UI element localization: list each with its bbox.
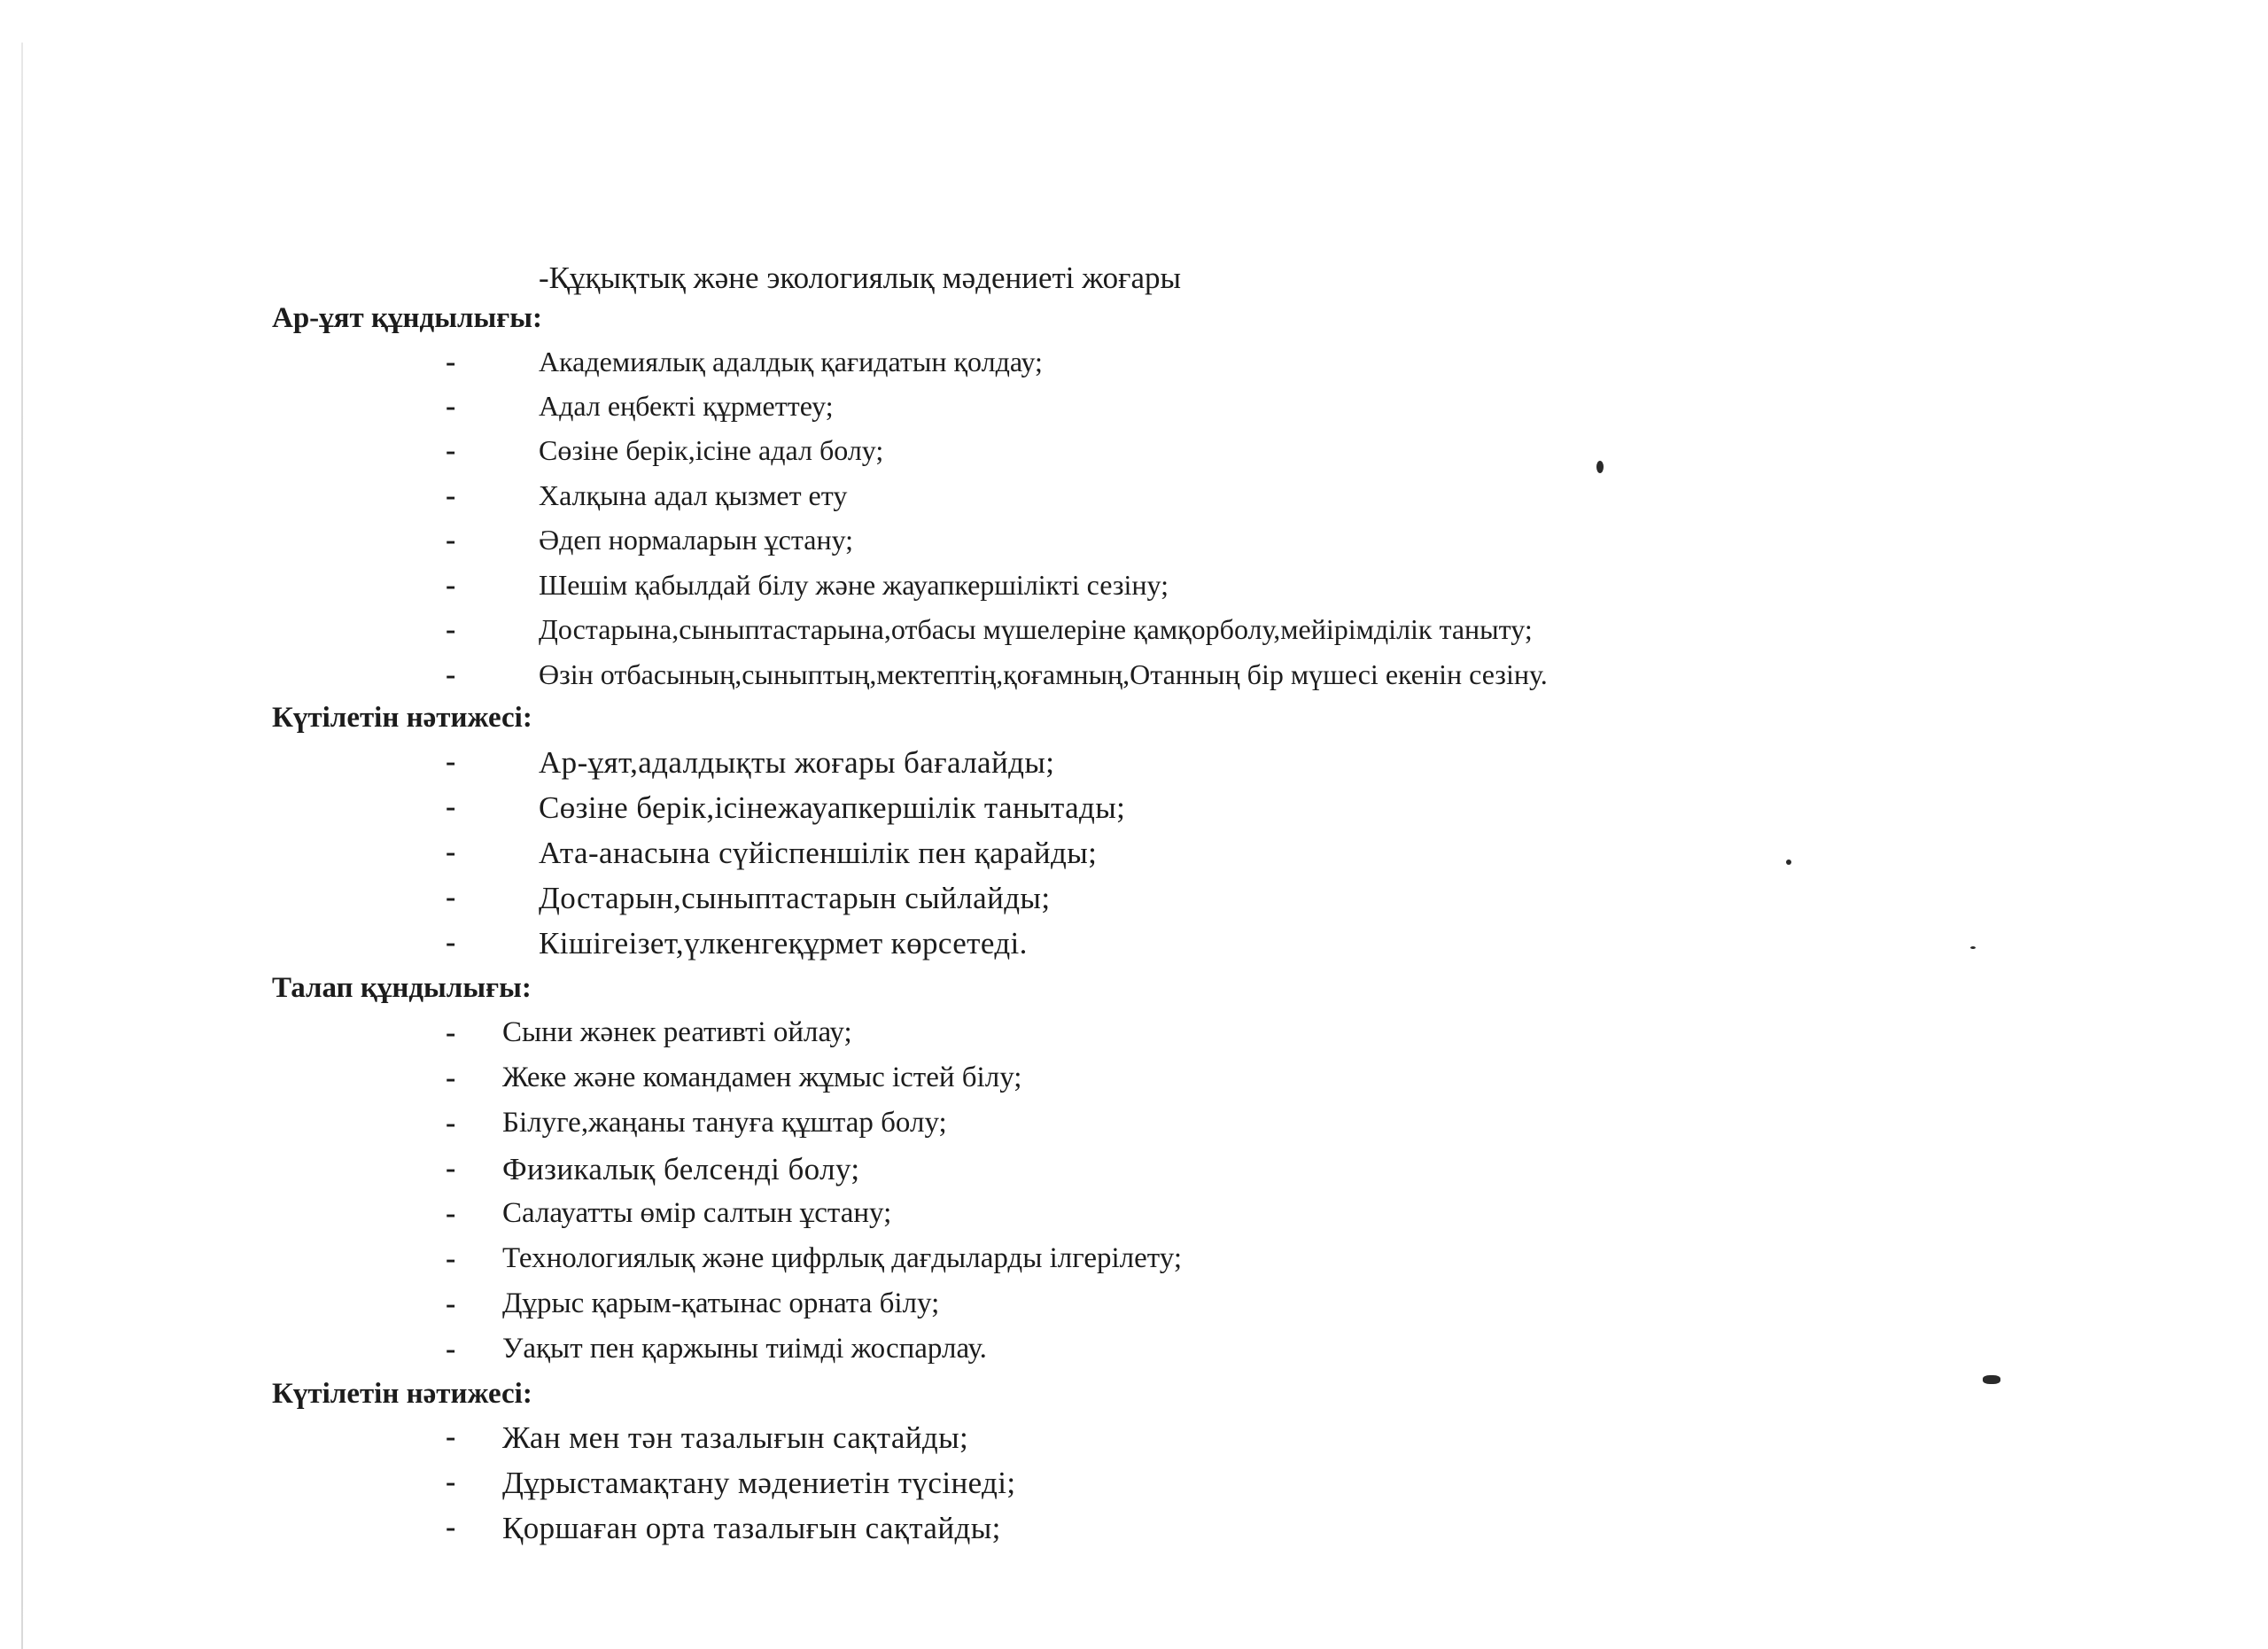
list-item-text: Әдеп нормаларын ұстану; [539, 524, 854, 556]
list-item-text: Кішігеізет,үлкенгеқұрмет көрсетеді. [539, 926, 1028, 961]
list-item-text: Сөзіне берік,ісінежауапкершілік танытады; [539, 790, 1126, 825]
list-item-text: Дұрыстамақтану мәдениетін түсінеді; [502, 1466, 1016, 1500]
bullet-dash: - [446, 1152, 456, 1185]
bullet-dash: - [446, 479, 456, 512]
bullet-dash: - [446, 1511, 456, 1544]
bullet-dash: - [446, 390, 456, 423]
bullet-dash: - [446, 881, 456, 914]
bullet-dash: - [446, 1287, 456, 1320]
list-item-text: Жан мен тән тазалығын сақтайды; [502, 1420, 969, 1455]
bullet-dash: - [446, 1107, 456, 1140]
list-item-text: Өзін отбасының,сыныптың,мектептің,қоғамның,Отанның бір мүшесі екенін сезіну. [539, 658, 1548, 690]
list-item-text: Достарына,сыныптастарына,отбасы мүшелеріне қамқорболу,мейірімділік таныту; [539, 613, 1533, 645]
bullet-dash: - [446, 1197, 456, 1230]
bullet-dash: - [446, 1466, 456, 1498]
section-heading-talap: Талап құндылығы: [272, 972, 532, 1004]
list-item-text: Сөзіне берік,ісіне адал болу; [539, 434, 884, 466]
list-item-text: Қоршаған орта тазалығын сақтайды; [502, 1511, 1001, 1545]
bullet-dash: - [446, 745, 456, 778]
list-item-text: Сыни жәнек реативті ойлау; [502, 1016, 852, 1048]
section-heading-ar-uyat: Ар-ұят құндылығы: [272, 302, 542, 334]
bullet-dash: - [446, 1242, 456, 1275]
bullet-dash: - [446, 346, 456, 378]
intro-line: -Құқықтық және экологиялық мәдениеті жоғары [539, 261, 1182, 295]
bullet-dash: - [446, 1062, 456, 1094]
list-item-text: Халқына адал қызмет ету [539, 479, 848, 511]
bullet-dash: - [446, 524, 456, 556]
bullet-dash: - [446, 926, 456, 959]
list-item-text: Достарын,сыныптастарын сыйлайды; [539, 881, 1051, 915]
list-item-text: Жеке және командамен жұмыс істей білу; [502, 1062, 1022, 1093]
list-item-text: Ар-ұят,адалдықты жоғары бағалайды; [539, 745, 1055, 780]
list-item-text: Дұрыс қарым-қатынас орната білу; [502, 1287, 940, 1319]
bullet-dash: - [446, 836, 456, 868]
bullet-dash: - [446, 613, 456, 646]
list-item-text: Салауатты өмір салтын ұстану; [502, 1197, 892, 1229]
bullet-dash: - [446, 1420, 456, 1453]
list-item-text: Шешім қабылдай білу және жауапкершілікті сезіну; [539, 569, 1169, 601]
bullet-dash: - [446, 1333, 456, 1365]
list-item-text: Технологиялық және цифрлық дағдыларды ілгерілету; [502, 1242, 1183, 1274]
list-item-text: Ата-анасына сүйіспеншілік пен қарайды; [539, 836, 1098, 870]
bullet-dash: - [446, 1016, 456, 1049]
list-item-text: Академиялық адалдық қағидатын қолдау; [539, 346, 1043, 377]
section-heading-expected-results-2: Күтілетін нәтижесі: [272, 1378, 532, 1410]
bullet-dash: - [446, 790, 456, 823]
bullet-dash: - [446, 434, 456, 467]
list-item-text: Білуге,жаңаны тануға құштар болу; [502, 1107, 947, 1139]
list-item-text: Физикалық белсенді болу; [502, 1152, 860, 1186]
bullet-dash: - [446, 569, 456, 602]
list-item-text: Уақыт пен қаржыны тиімді жоспарлау. [502, 1333, 987, 1365]
section-heading-expected-results-1: Күтілетін нәтижесі: [272, 702, 532, 734]
list-item-text: Адал еңбекті құрметтеу; [539, 390, 834, 422]
bullet-dash: - [446, 658, 456, 691]
